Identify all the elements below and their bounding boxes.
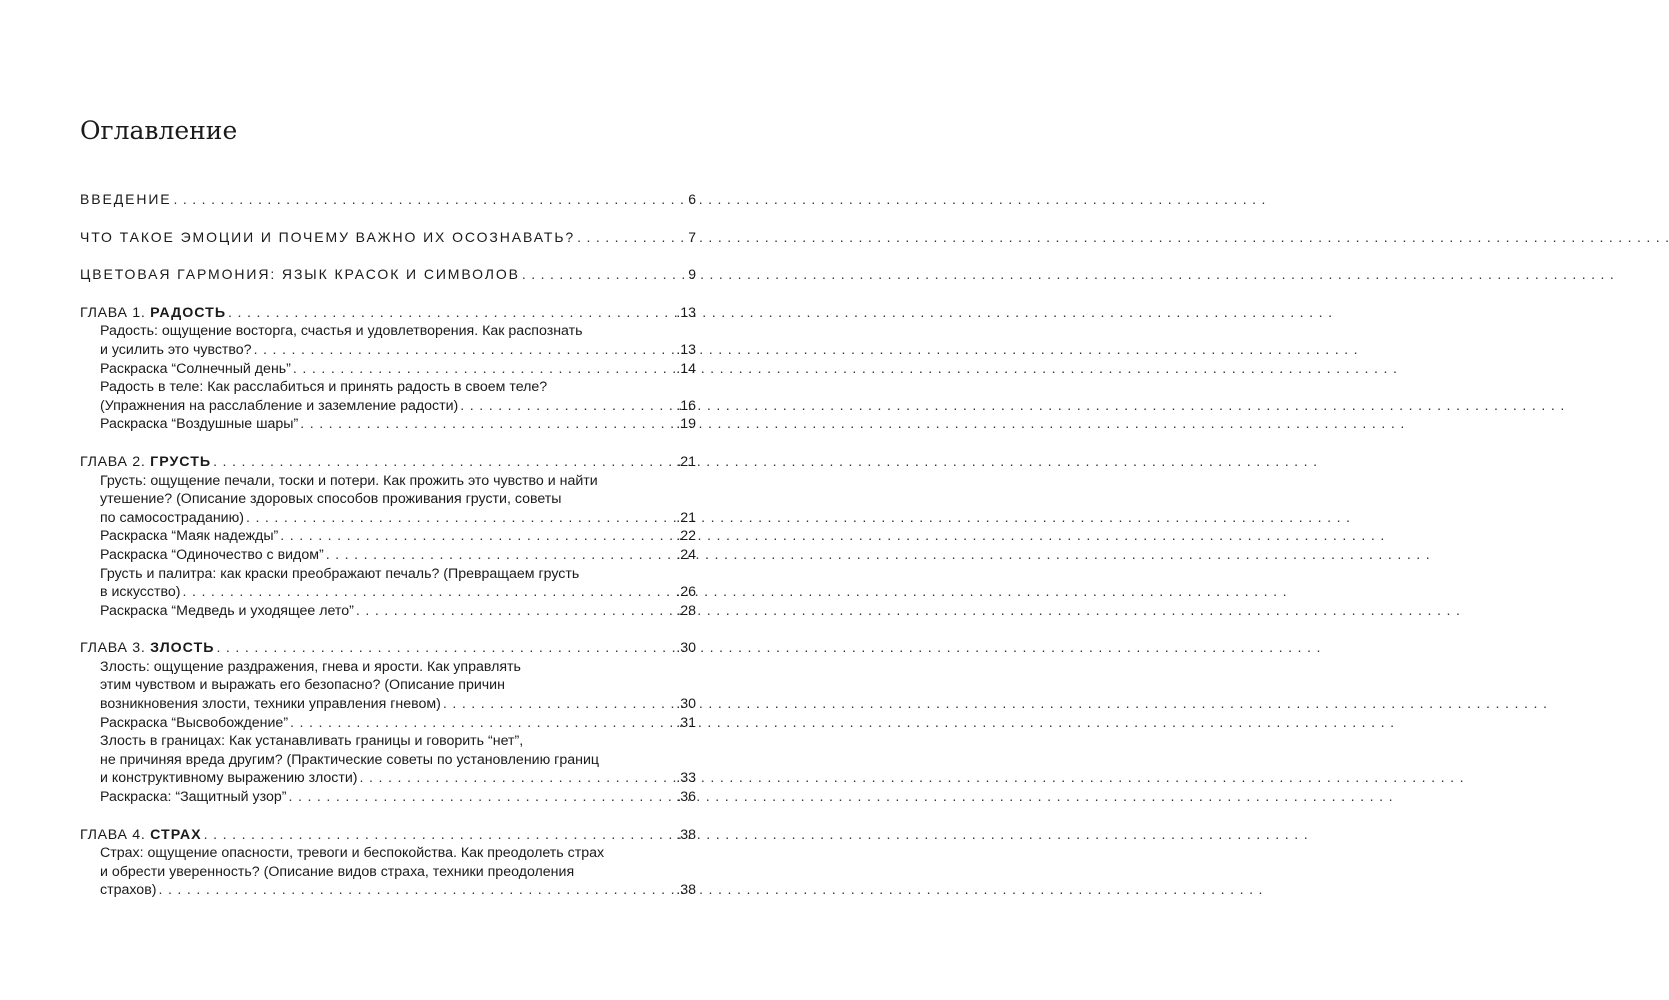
toc-page-number: .28	[676, 602, 696, 619]
toc-page-number: .30	[676, 640, 696, 657]
toc-entry-line[interactable]: Радость: ощущение восторга, счастья и удовлетворения. Как распознать	[100, 323, 583, 340]
toc-entry-label: страхов)	[100, 882, 157, 899]
toc-entry-label: в искусство)	[100, 584, 181, 601]
toc-page-number: .33	[676, 770, 696, 787]
chapter-name: ЗЛОСТЬ	[150, 640, 215, 657]
dot-leader	[174, 190, 687, 209]
toc-page-number: .30	[676, 696, 696, 713]
dot-leader	[158, 881, 674, 900]
dot-leader	[360, 769, 675, 788]
toc-entry-label: Раскраска “Маяк надежды”	[100, 528, 279, 545]
toc-chapter-1-heading[interactable]	[80, 304, 696, 323]
dot-leader	[216, 639, 674, 658]
toc-page-number: .31	[676, 714, 696, 731]
toc-page-number: .26	[676, 584, 696, 601]
chapter-prefix: ГЛАВА 2.	[80, 453, 146, 470]
toc-entry-line[interactable]: Злость в границах: Как устанавливать границы и говорить “нет”,	[100, 733, 524, 750]
toc-entry-what-are-emotions[interactable]	[80, 228, 696, 247]
toc-entry[interactable]	[100, 546, 696, 565]
chapter-prefix: ГЛАВА 3.	[80, 640, 146, 657]
toc-entry[interactable]	[100, 583, 696, 602]
toc-entry[interactable]	[100, 881, 696, 900]
toc-entry-label: и усилить это чувство?	[100, 341, 252, 358]
dot-leader	[356, 602, 674, 621]
toc-entry[interactable]	[100, 360, 696, 379]
toc-entry[interactable]	[100, 769, 696, 788]
dot-leader	[213, 453, 674, 472]
toc-entry-label: Раскраска “Одиночество с видом”	[100, 546, 324, 563]
chapter-name: СТРАХ	[150, 826, 202, 843]
toc-page-number: 7	[688, 228, 696, 245]
dot-leader	[288, 788, 674, 807]
dot-leader	[443, 695, 674, 714]
toc-entry-line[interactable]: утешение? (Описание здоровых способов проживания грусти, советы	[100, 491, 562, 508]
dot-leader	[522, 265, 686, 284]
toc-chapter-2-heading[interactable]	[80, 453, 696, 472]
dot-leader	[326, 546, 675, 565]
page-title: Оглавление	[80, 116, 238, 145]
dot-leader	[204, 826, 675, 845]
toc-page-number: .13	[676, 304, 696, 321]
toc-entry-label: Раскраска “Солнечный день”	[100, 360, 291, 377]
toc-entry-line[interactable]: не причиняя вреда другим? (Практические советы по установлению границ	[100, 751, 599, 768]
toc-entry[interactable]	[100, 788, 696, 807]
dot-leader	[280, 527, 674, 546]
dot-leader	[246, 509, 674, 528]
toc-entry[interactable]	[100, 527, 696, 546]
dot-leader	[300, 415, 674, 434]
toc-page-number: .38	[676, 826, 696, 843]
toc-entry-line[interactable]: Грусть: ощущение печали, тоски и потери. Как прожить это чувство и найти	[100, 472, 598, 489]
toc-page-number: .22	[676, 528, 696, 545]
dot-leader	[460, 397, 674, 416]
toc-entry-color-harmony[interactable]	[80, 265, 696, 284]
toc-entry[interactable]	[100, 415, 696, 434]
dot-leader	[293, 360, 674, 379]
chapter-prefix: ГЛАВА 4.	[80, 826, 146, 843]
dot-leader	[290, 714, 674, 733]
toc-entry-label: Раскраска: “Защитный узор”	[100, 789, 287, 806]
chapter-name: ГРУСТЬ	[150, 453, 212, 470]
toc-entry-label: Раскраска “Высвобождение”	[100, 714, 289, 731]
toc-entry-line[interactable]: Злость: ощущение раздражения, гнева и ярости. Как управлять	[100, 658, 521, 675]
toc-entry[interactable]	[100, 714, 696, 733]
toc-entry-label: Раскраска “Воздушные шары”	[100, 416, 299, 433]
toc-entry-label: (Упражнения на расслабление и заземление радости)	[100, 397, 459, 414]
toc-entry[interactable]	[100, 397, 696, 416]
toc-page-number: .16	[676, 397, 696, 414]
toc-page-number: .13	[676, 341, 696, 358]
toc-chapter-3-heading[interactable]	[80, 639, 696, 658]
chapter-prefix: ГЛАВА 1.	[80, 304, 146, 321]
toc-entry-line[interactable]: этим чувством и выражать его безопасно? (Описание причин	[100, 677, 505, 694]
toc-page-number: .21	[676, 453, 696, 470]
toc-entry-line[interactable]: и обрести уверенность? (Описание видов страха, техники преодоления	[100, 863, 575, 880]
toc-entry[interactable]	[100, 695, 696, 714]
toc-entry-label: ЧТО ТАКОЕ ЭМОЦИИ И ПОЧЕМУ ВАЖНО ИХ ОСОЗНАВАТЬ?	[80, 228, 576, 245]
toc-page-number: .19	[676, 416, 696, 433]
toc-entry-introduction[interactable]	[80, 190, 696, 209]
table-of-contents	[80, 190, 696, 900]
toc-page-number: .14	[676, 360, 696, 377]
toc-entry-label: ВВЕДЕНИЕ	[80, 191, 172, 207]
toc-entry[interactable]	[100, 509, 696, 528]
toc-entry-line[interactable]: Радость в теле: Как расслабиться и принять радость в своем теле?	[100, 379, 548, 396]
toc-entry-label: ЦВЕТОВАЯ ГАРМОНИЯ: ЯЗЫК КРАСОК И СИМВОЛОВ	[80, 266, 520, 283]
toc-page-number: .24	[676, 546, 696, 563]
toc-page-number: .21	[676, 509, 696, 526]
toc-entry-label: возникновения злости, техники управления гневом)	[100, 696, 441, 713]
dot-leader	[182, 583, 674, 602]
toc-entry-line[interactable]: Страх: ощущение опасности, тревоги и беспокойства. Как преодолеть страх	[100, 845, 605, 862]
toc-entry[interactable]	[100, 602, 696, 621]
toc-page-number: 9	[688, 266, 696, 283]
toc-entry-label: Раскраска “Медведь и уходящее лето”	[100, 602, 354, 619]
toc-page-number: 6	[688, 191, 696, 207]
toc-page-number: .38	[676, 882, 696, 899]
toc-entry-label: и конструктивному выражению злости)	[100, 770, 358, 787]
toc-page-number: .36	[676, 789, 696, 806]
dot-leader	[228, 304, 674, 323]
dot-leader	[577, 228, 686, 247]
toc-entry-line[interactable]: Грусть и палитра: как краски преображают печаль? (Превращаем грусть	[100, 565, 580, 582]
toc-entry[interactable]	[100, 341, 696, 360]
chapter-name: РАДОСТЬ	[150, 304, 227, 321]
dot-leader	[254, 341, 675, 360]
toc-entry-label: по самосостраданию)	[100, 509, 244, 526]
toc-chapter-4-heading[interactable]	[80, 826, 696, 845]
